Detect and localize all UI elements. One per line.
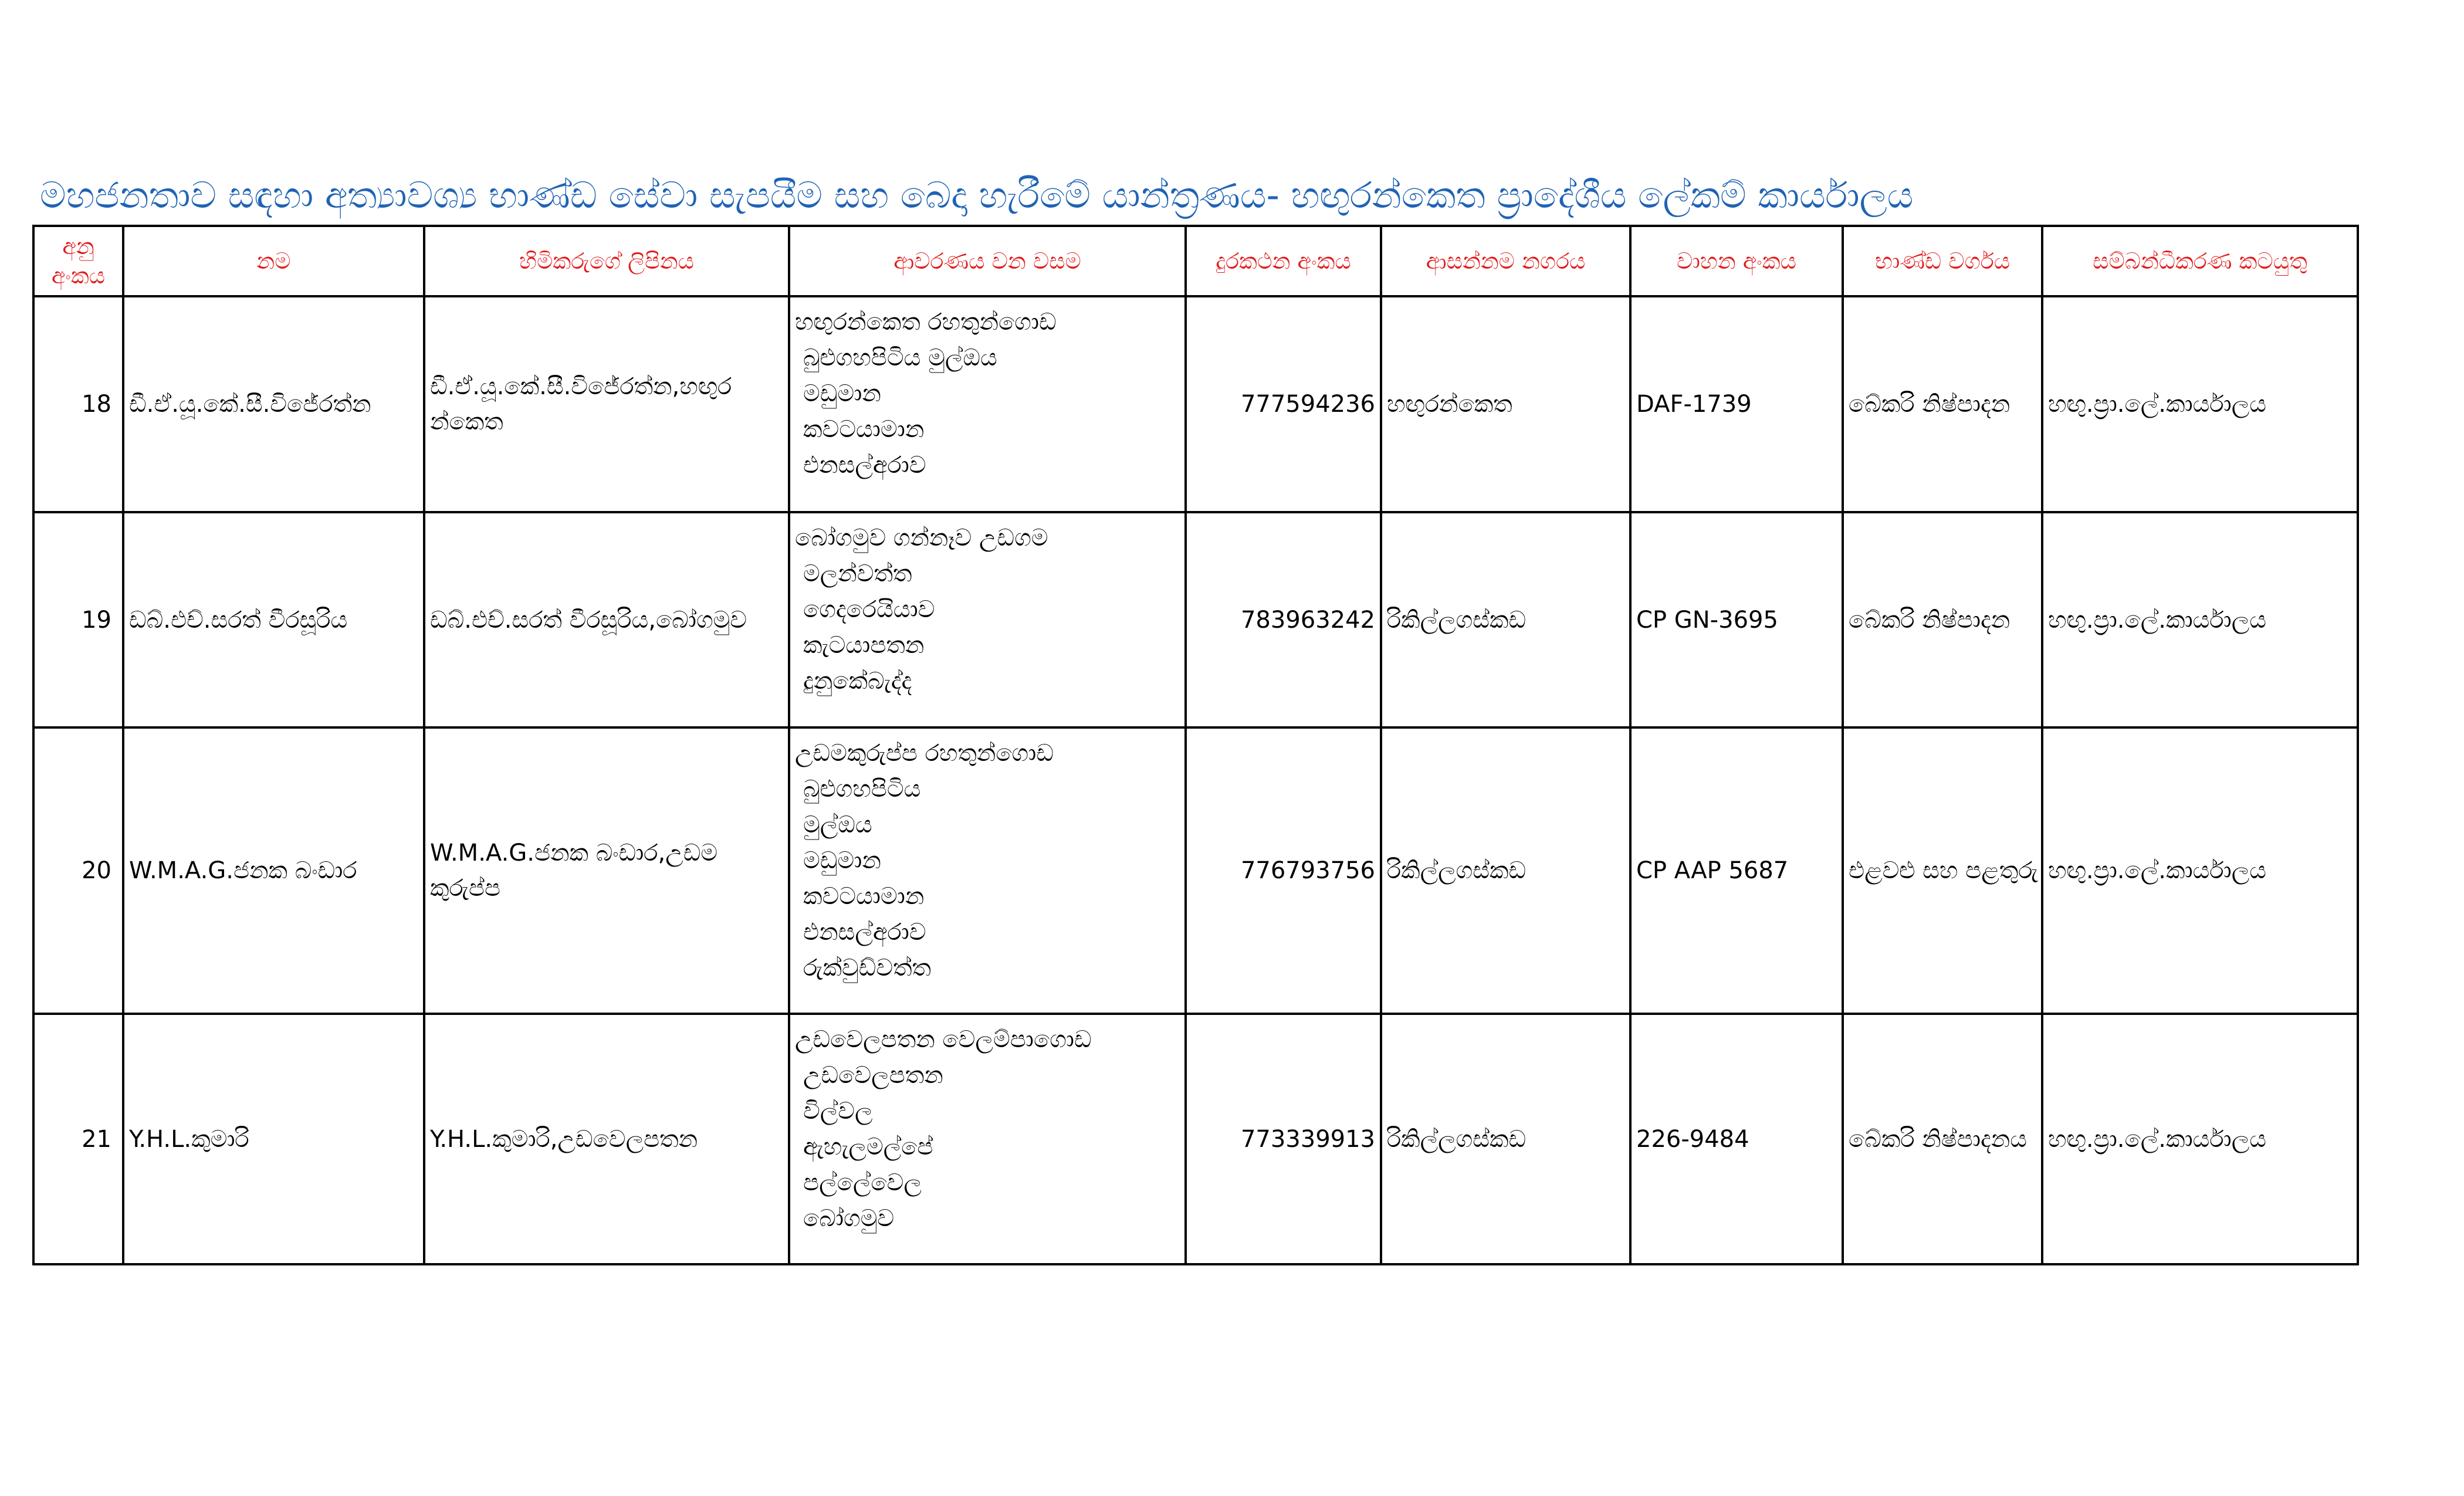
serial-number: 20 (33, 727, 123, 1014)
owner-address: Y.H.L.කුමාරි,උඩවෙලපතන (424, 1014, 789, 1264)
nearest-town: රිකිල්ලගස්කඩ (1381, 512, 1630, 727)
area-item: මලන්වත්ත (803, 560, 912, 587)
area-item: මඩුමාන (803, 847, 881, 874)
area-item: එනසල්අරාව (803, 919, 926, 946)
area-item: බුළුගහපිටිය (803, 776, 921, 803)
nearest-town: හඟුරන්කෙත (1381, 296, 1630, 512)
area-item: කැටයාපතන (803, 632, 925, 659)
area-item: මුල්ඔය (803, 811, 872, 838)
phone-number: 783963242 (1186, 512, 1381, 727)
covered-areas (789, 296, 1186, 512)
header-nearest-town: ආසන්නම නගරය (1381, 226, 1630, 296)
table-row (33, 296, 2358, 512)
header-owner-address: හිමිකරුගේ ලිපිනය (424, 226, 789, 296)
area-item: විල්වල (803, 1098, 873, 1125)
covered-areas (789, 727, 1186, 1014)
area-item: කවටයාමාන (803, 883, 925, 910)
header-coordination: සම්බන්ධීකරණ කටයුතු (2042, 226, 2358, 296)
nearest-town: රිකිල්ලගස්කඩ (1381, 1014, 1630, 1264)
serial-number: 18 (33, 296, 123, 512)
owner-address: W.M.A.G.ජනක බංඩාර,උඩමකුරුප්ප (424, 727, 789, 1014)
goods-type: එළවළු සහ පළතුරු (1843, 727, 2042, 1014)
table-row (33, 512, 2358, 727)
phone-number: 777594236 (1186, 296, 1381, 512)
header-vehicle-number: වාහන අංකය (1630, 226, 1843, 296)
header-covered-areas: ආවරණය වන වසම (789, 226, 1186, 296)
goods-type: බේකරි නිෂ්පාදනය (1843, 1014, 2042, 1264)
area-item: හඟුරන්කෙත රහතුන්ගොඩ (795, 309, 1057, 336)
area-item: කවටයාමාන (803, 416, 925, 443)
area-item: උඩමකුරුප්ප රහතුන්ගොඩ (795, 740, 1054, 767)
goods-type: බේකරි නිෂ්පාදන (1843, 512, 2042, 727)
owner-address: ඩබ්.එච්.සරත් වීරසූරිය,බෝගමුව (424, 512, 789, 727)
table-row (33, 1014, 2358, 1264)
table-row (33, 727, 2358, 1014)
area-item: බෝගමුව (803, 1205, 895, 1232)
coordination-office: හඟු.ප්‍රා.ලේ.කාර්යාලය (2042, 727, 2358, 1014)
owner-address: ඩී.ඒ.යූ.කේ.සී.විජේරත්න,හඟුරන්කෙත (424, 296, 789, 512)
area-item: බුළුගහපිටිය මුල්ඔය (803, 344, 997, 371)
area-item: ගෙදරෙයියාව (803, 596, 935, 623)
vehicle-number: DAF-1739 (1630, 296, 1843, 512)
area-item: උඩවෙලපතන (803, 1062, 943, 1089)
coordination-office: හඟු.ප්‍රා.ලේ.කාර්යාලය (2042, 296, 2358, 512)
table-header-row (33, 226, 2358, 296)
supplier-name: ඩබ්.එච්.සරත් වීරසූරිය (123, 512, 424, 727)
covered-areas (789, 1014, 1186, 1264)
area-item: පල්ලේවෙල (803, 1169, 922, 1196)
header-name: නම (123, 226, 424, 296)
supplier-name: Y.H.L.කුමාරි (123, 1014, 424, 1264)
header-phone-number: දුරකථන අංකය (1186, 226, 1381, 296)
serial-number: 19 (33, 512, 123, 727)
supplier-name: W.M.A.G.ජනක බංඩාර (123, 727, 424, 1014)
phone-number: 773339913 (1186, 1014, 1381, 1264)
vehicle-number: 226-9484 (1630, 1014, 1843, 1264)
area-item: එනසල්අරාව (803, 452, 926, 479)
area-item: රුක්වුඩ්වත්ත (803, 955, 932, 981)
area-item: මඩුමාන (803, 380, 881, 407)
coordination-office: හඟු.ප්‍රා.ලේ.කාර්යාලය (2042, 1014, 2358, 1264)
phone-number: 776793756 (1186, 727, 1381, 1014)
goods-type: බේකරි නිෂ්පාදන (1843, 296, 2042, 512)
header-serial-number: අනු අංකය (33, 226, 123, 296)
coordination-office: හඟු.ප්‍රා.ලේ.කාර්යාලය (2042, 512, 2358, 727)
serial-number: 21 (33, 1014, 123, 1264)
covered-areas (789, 512, 1186, 727)
nearest-town: රිකිල්ලගස්කඩ (1381, 727, 1630, 1014)
page-title: මහජනතාව සඳහා අත්‍යාවශ්‍ය භාණ්ඩ සේවා සැපයීම සහ බෙදා හැරීමේ යාන්ත්‍රණය- හඟුරන්කෙත ප්‍රාදේශීය ලේකම් කාර්යාලය (40, 174, 1914, 216)
area-item: ඇහැලමල්පේ (803, 1133, 933, 1160)
supplier-name: ඩී.ඒ.යූ.කේ.සී.විජේරත්න (123, 296, 424, 512)
area-item: දුනුකේබැද්ද (803, 668, 912, 695)
vehicle-number: CP AAP 5687 (1630, 727, 1843, 1014)
suppliers-table (32, 225, 2359, 1265)
area-item: බෝගමුව ගන්නෑව උඩගම (795, 524, 1048, 551)
area-item: උඩවෙලපතන වෙලම්පාගොඩ (795, 1026, 1092, 1053)
header-goods-type: භාණ්ඩ වර්ගය (1843, 226, 2042, 296)
vehicle-number: CP GN-3695 (1630, 512, 1843, 727)
